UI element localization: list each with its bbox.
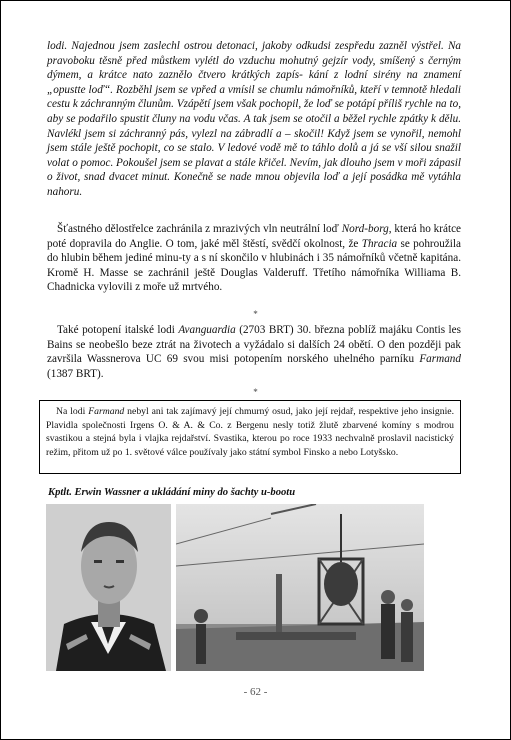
submarine-mine-photo	[176, 504, 424, 671]
section-separator: *	[253, 309, 258, 319]
paragraph-rescue: Šťastného dělostřelce zachránila z mrazivých vln neutrální loď Nord-borg, která ho krátce poté dopravila do Anglie. O tom, jaké měl štěstí, svědčí okolnost, že Thracia se pohroužila do hlubin během jediné minu-ty a s ní skončilo v hlubinách i 35 námořníků včetně kapitána. Kromě H. Masse se zachránil ještě Douglas Valderuff. Třetího námořníka Williama B. Chadnicka vylovili z moře už mrtvého.	[47, 223, 461, 294]
photo-caption: Kptlt. Erwin Wassner a ukládání miny do šachty u-bootu	[48, 487, 296, 498]
page-number: - 62 -	[243, 686, 268, 698]
section-separator: *	[253, 387, 258, 397]
paragraph-avanguardia: Také potopení italské lodi Avanguardia (2703 BRT) 30. března poblíž majáku Contis les Bains se neobešlo beze ztrát na životech a vyžádalo si dalších 24 obětí. O den později pak završila Wassnerova UC 69 svou misi potopením norského uhelného parníku Farmand (1387 BRT).	[47, 324, 461, 380]
sidebar-info-box: Na lodi Farmand nebyl ani tak zajímavý její chmurný osud, jako její rejdař, respektive jeho insignie. Plavidla společnosti Irgens O. & A. & Co. z Bergenu nesly totiž žlutě zbarvené komíny s modrou svastikou a stejná byla i vlajka rejdařství. Svastika, kterou po roce 1933 nechvalně proslavil nacistický režim, přitom už po 1. světové válce používaly jako státní symbol Finsko a nebo Lotyšsko.	[39, 400, 461, 474]
italic-quote-paragraph: lodi. Najednou jsem zaslechl ostrou detonaci, jakoby odkudsi zespředu zazněl výstřel. Na pravoboku těsně před můstkem vylétl do vzduchu mohutný gejzír vody, smíšený s černým dýmem, a krátce nato zaznělo čtvero krátkých zapís- kání z lodní sirény na znamení „opustte loď“. Rozběhl jsem se vpřed a vmísil se chumlu námořníků, kteří v temnotě hledali cestu k záchranným člunům. Vzápětí jsem však pochopil, že loď se potápí příliš rychle na to, aby se podařilo spustit čluny na vodu včas. A tak jsem se otočil a běžel rychle zpátky k dělu. Navlékl jsem si záchranný pás, vylezl na zábradlí a – skočil! Když jsem se vynořil, nemohl jsem stále ještě pochopit, co se stalo. V ledové vodě mě to táhlo dolů a já se vší silou snažil volat o pomoc. Pokoušel jsem se plavat a stále křičel. Nevím, jak dlouho jsem v moři zápasil o život, snad dvacet minut. Konečně se nade mnou objevila loď a její posádka mě vytáhla nahoru.	[47, 40, 461, 198]
portrait-photo	[46, 504, 171, 671]
